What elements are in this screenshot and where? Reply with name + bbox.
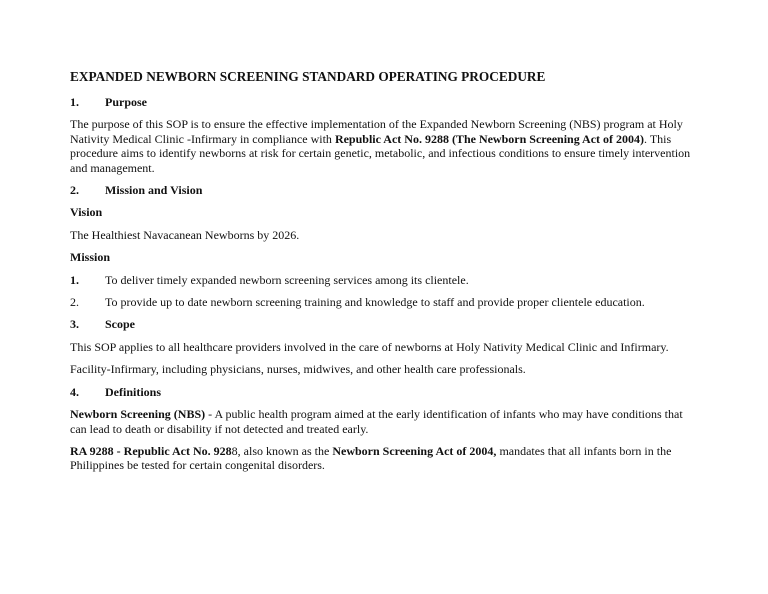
definition-act-name: Newborn Screening Act of 2004,	[332, 443, 497, 458]
purpose-law-reference: Republic Act No. 9288 (The Newborn Screening Act of 2004)	[334, 131, 645, 146]
section-title: Definitions	[105, 384, 162, 399]
section-number: 4.	[70, 384, 79, 399]
section-number: 3.	[70, 317, 79, 332]
mission-item-number: 1.	[70, 272, 79, 287]
section-heading-purpose	[70, 95, 698, 109]
section-number: 1.	[70, 95, 79, 109]
mission-label: Mission	[70, 250, 111, 265]
section-heading-mission-vision	[70, 183, 698, 197]
document-body	[70, 69, 698, 481]
vision-text: The Healthiest Navacanean Newborns by 2026.	[70, 227, 300, 242]
section-number: 2.	[70, 183, 79, 198]
purpose-paragraph	[70, 117, 698, 175]
mission-item-text: To deliver timely expanded newborn screening services among its clientele.	[105, 272, 469, 287]
definition-term: Newborn Screening (NBS)	[70, 407, 206, 422]
definition-text: 8, also known as the	[231, 443, 333, 458]
section-heading-scope	[70, 317, 698, 331]
definition-ra9288	[70, 444, 698, 473]
vision-label: Vision	[70, 205, 103, 220]
section-title: Mission and Vision	[105, 183, 203, 198]
section-title: Scope	[105, 317, 135, 332]
section-title: Purpose	[105, 95, 147, 109]
mission-item-number: 2.	[70, 295, 79, 310]
document-title: EXPANDED NEWBORN SCREENING STANDARD OPERATING PROCEDURE	[70, 69, 546, 84]
mission-item	[70, 273, 698, 287]
mission-item	[70, 295, 698, 309]
definition-text: - A public health program aimed at the early identification of infants who may have conditions that can lead to death or disability if not detected and treated early.	[70, 407, 683, 436]
mission-item-text: To provide up to date newborn screening training and knowledge to staff and provide proper clientele education.	[105, 295, 645, 310]
definition-nbs	[70, 407, 698, 436]
definition-text-end: mandates that all infants born in the Philippines be tested for certain congenital disorders.	[70, 443, 672, 473]
definition-term: RA 9288 - Republic Act No. 928	[70, 443, 232, 458]
section-heading-definitions	[70, 385, 698, 399]
purpose-text-start: The purpose of this SOP is to ensure the effective implementation of the Expanded Newborn Screening (NBS) program at Holy Nativity Medical Clinic -Infirmary in compliance with	[70, 117, 683, 146]
scope-paragraph: This SOP applies to all healthcare providers involved in the care of newborns at Holy Nativity Medical Clinic and Infirmary.	[70, 339, 669, 354]
purpose-text-end: . This procedure aims to identify newborns at risk for certain genetic, metabolic, and infectious conditions to ensure timely intervention and management.	[70, 131, 691, 175]
scope-facility-paragraph: Facility-Infirmary, including physicians, nurses, midwives, and other health care professionals.	[70, 362, 526, 377]
